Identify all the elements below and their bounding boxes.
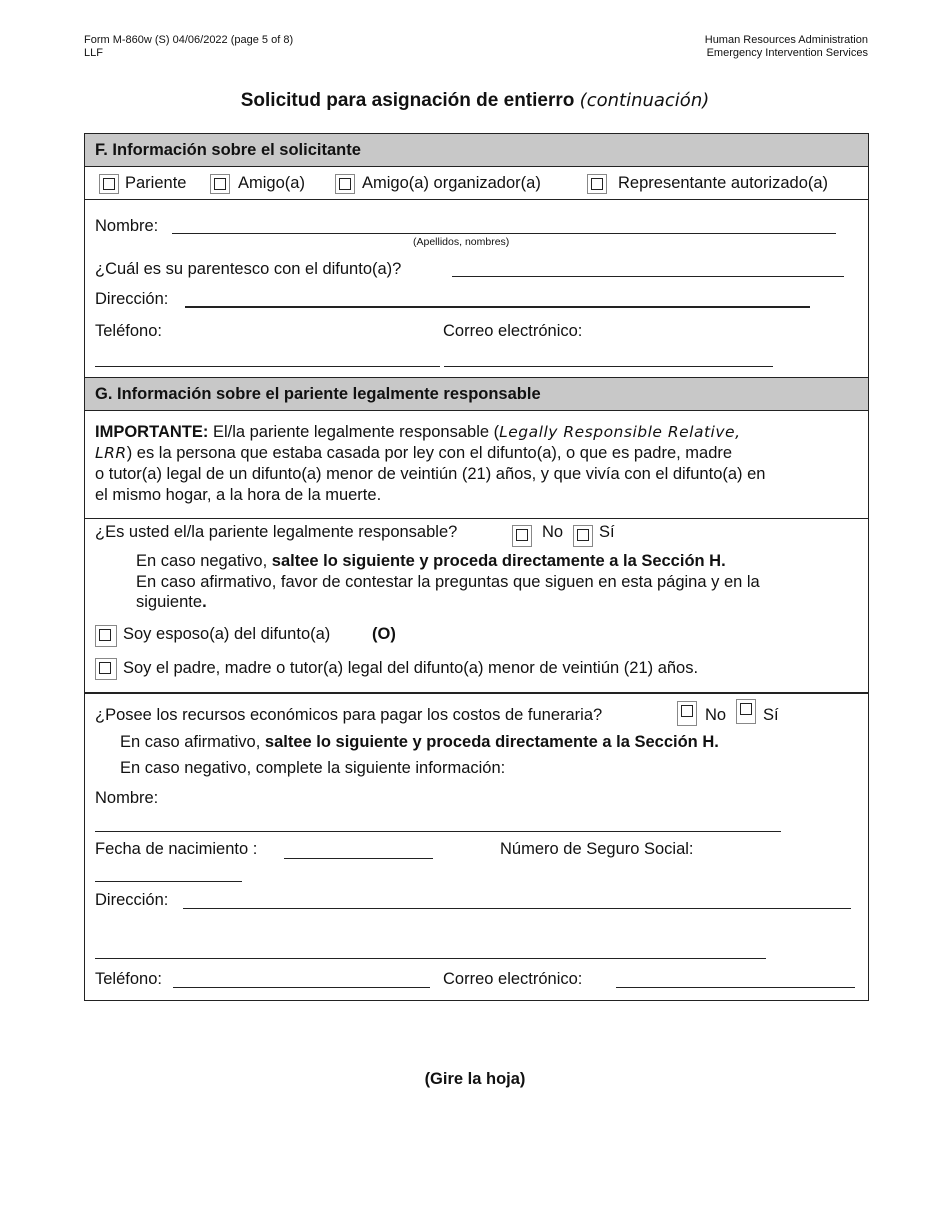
checkbox-parent[interactable] xyxy=(95,658,117,680)
divider xyxy=(85,518,868,519)
option-amigo-organizador-label: Amigo(a) organizador(a) xyxy=(362,174,541,192)
option-amigo-label: Amigo(a) xyxy=(238,174,305,192)
important-note: IMPORTANTE: El/la pariente legalmente responsable (Legally Responsible Relative, LRR) es la persona que estaba casada por ley con el difunto(a), o que es padre, madre o tutor(a) legal de un difunto(a) menor de veintiún (21) años, y que vivía con el difunto(a) en el mismo hogar, a la hora de la muerte. xyxy=(95,423,766,504)
if-no2-instruction: En caso negativo, complete la siguiente información: xyxy=(120,759,506,777)
checkbox-pariente[interactable] xyxy=(99,174,119,194)
dob-field[interactable] xyxy=(284,858,433,859)
lrr-email-field[interactable] xyxy=(616,987,855,988)
division-name: Emergency Intervention Services xyxy=(706,47,868,59)
title-main: Solicitud para asignación de entierro xyxy=(240,90,575,111)
ssn-field[interactable] xyxy=(95,881,242,882)
applicant-name-label: Nombre: xyxy=(95,217,159,235)
name-hint: (Apellidos, nombres) xyxy=(413,236,510,248)
relationship-field[interactable] xyxy=(452,276,844,277)
checkbox-amigo-organizador[interactable] xyxy=(335,174,355,194)
divider xyxy=(85,692,868,694)
applicant-email-field[interactable] xyxy=(444,366,773,367)
lrr-question: ¿Es usted el/la pariente legalmente responsable? xyxy=(95,523,458,541)
lrr-address-label: Dirección: xyxy=(95,891,169,909)
if-yes-instruction-1: En caso afirmativo, favor de contestar la preguntas que siguen en esta página y en la xyxy=(136,573,760,591)
lrr-name-label: Nombre: xyxy=(95,789,159,807)
turn-page-note: (Gire la hoja) xyxy=(424,1070,526,1088)
option-representante-label: Representante autorizado(a) xyxy=(618,174,829,192)
lrr-email-label: Correo electrónico: xyxy=(443,970,583,988)
resources-no-label: No xyxy=(705,706,727,724)
resources-question: ¿Posee los recursos económicos para pagar los costos de funeraria? xyxy=(95,706,603,724)
form-code: LLF xyxy=(84,47,103,59)
lrr-yes-label: Sí xyxy=(599,523,615,541)
applicant-phone-label: Teléfono: xyxy=(95,322,162,340)
agency-name: Human Resources Administration xyxy=(704,34,868,46)
applicant-address-label: Dirección: xyxy=(95,290,169,308)
checkbox-lrr-no[interactable] xyxy=(512,525,532,547)
checkbox-spouse[interactable] xyxy=(95,625,117,647)
applicant-address-field[interactable] xyxy=(185,306,810,308)
checkbox-representante[interactable] xyxy=(587,174,607,194)
if-no-instruction: En caso negativo, saltee lo siguiente y proceda directamente a la Sección H. xyxy=(136,552,726,570)
lrr-no-label: No xyxy=(542,523,564,541)
title-suffix: continuación xyxy=(586,90,703,111)
checkbox-amigo[interactable] xyxy=(210,174,230,194)
checkbox-lrr-yes[interactable] xyxy=(573,525,593,547)
lrr-address-field-1[interactable] xyxy=(183,908,851,909)
lrr-address-field-2[interactable] xyxy=(95,958,766,959)
lrr-name-field[interactable] xyxy=(95,831,781,832)
lrr-phone-label: Teléfono: xyxy=(95,970,162,988)
section-g-heading: G. Información sobre el pariente legalmente responsable xyxy=(85,378,868,411)
resources-yes-label: Sí xyxy=(763,706,779,724)
if-yes-instruction-2: siguiente. xyxy=(136,593,207,611)
option-pariente-label: Pariente xyxy=(125,174,187,192)
applicant-name-field[interactable] xyxy=(172,233,836,234)
applicant-phone-field[interactable] xyxy=(95,366,440,367)
parent-option-label: Soy el padre, madre o tutor(a) legal del difunto(a) menor de veintiún (21) años. xyxy=(123,659,699,677)
section-f-heading: F. Información sobre el solicitante xyxy=(85,134,868,167)
lrr-phone-field[interactable] xyxy=(173,987,430,988)
or-label: (O) xyxy=(372,625,396,643)
applicant-email-label: Correo electrónico: xyxy=(443,322,583,340)
dob-label: Fecha de nacimiento : xyxy=(95,840,258,858)
form-id: Form M-860w (S) 04/06/2022 (page 5 of 8) xyxy=(84,34,294,46)
relationship-label: ¿Cuál es su parentesco con el difunto(a)? xyxy=(95,260,402,278)
if-yes2-instruction: En caso afirmativo, saltee lo siguiente y proceda directamente a la Sección H. xyxy=(120,733,719,751)
checkbox-resources-yes[interactable] xyxy=(736,699,756,724)
page-title: Solicitud para asignación de entierro (continuación) xyxy=(240,90,710,111)
spouse-option-label: Soy esposo(a) del difunto(a) xyxy=(123,625,331,643)
ssn-label: Número de Seguro Social: xyxy=(500,840,694,858)
checkbox-resources-no[interactable] xyxy=(677,701,697,726)
divider xyxy=(85,199,868,200)
